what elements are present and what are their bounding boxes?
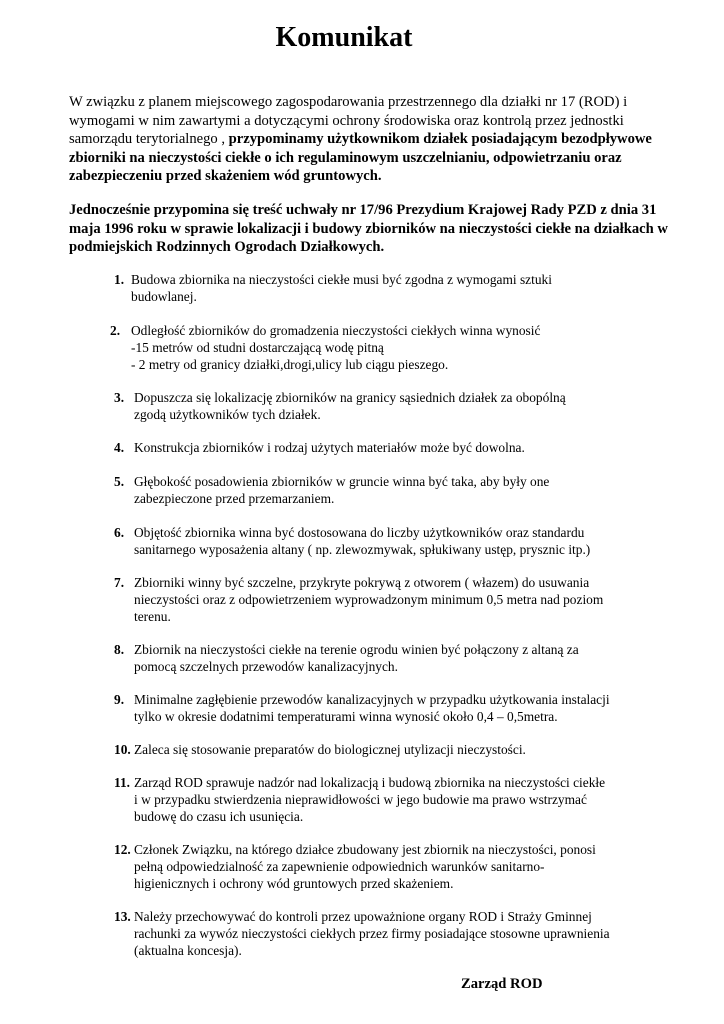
list-item-3 [114, 389, 674, 423]
item-line: Zbiornik na nieczystości ciekłe na terenie ogrodu winien być połączony z altaną za [134, 642, 579, 657]
item-line: - 2 metry od granicy działki,drogi,ulicy lub ciągu pieszego. [131, 357, 449, 372]
item-line: higienicznych i ochrony wód gruntowych przed skażeniem. [134, 876, 454, 891]
item-line: Zaleca się stosowanie preparatów do biologicznej utylizacji nieczystości. [134, 742, 526, 757]
list-item-11 [114, 774, 674, 825]
item-line: zgodą użytkowników tych działek. [134, 407, 321, 422]
item-line: i w przypadku stwierdzenia nieprawidłowości w jego budowie ma prawo wstrzymać [134, 792, 587, 807]
item-number: 4. [114, 440, 125, 455]
list-item-12 [114, 841, 674, 892]
intro-bold-text: przypominamy użytkownikom działek posiadającym bezodpływowe zbiorniki na nieczystości ciekłe o ich regulaminowym uszczelnianiu, odpowietrzaniu oraz zabezpieczeniu przed skażeniem wód gruntowych. [69, 131, 652, 184]
item-line: -15 metrów od studni dostarczającą wodę pitną [131, 340, 384, 355]
intro-paragraph [69, 93, 669, 186]
list-item-5 [114, 473, 674, 507]
item-line: Budowa zbiornika na nieczystości ciekłe musi być zgodna z wymogami sztuki [131, 272, 552, 287]
item-line: Członek Związku, na którego działce zbudowany jest zbiornik na nieczystości, ponosi [134, 842, 596, 857]
item-line: Dopuszcza się lokalizację zbiorników na granicy sąsiednich działek za obopólną [134, 390, 566, 405]
item-line: Zarząd ROD sprawuje nadzór nad lokalizacją i budową zbiornika na nieczystości ciekłe [134, 775, 606, 790]
item-number: 13. [114, 909, 131, 924]
document-title: Komunikat [275, 22, 413, 53]
item-line: (aktualna koncesja). [134, 943, 242, 958]
list-item-2 [110, 322, 670, 373]
list-item-1 [114, 271, 674, 305]
item-line: Odległość zbiorników do gromadzenia nieczystości ciekłych winna wynosić [131, 323, 541, 338]
list-item-4 [114, 439, 674, 456]
item-line: Objętość zbiornika winna być dostosowana do liczby użytkowników oraz standardu [134, 525, 585, 540]
item-number: 3. [114, 390, 125, 405]
item-line: nieczystości oraz z odpowietrzeniem wyprowadzonym minimum 0,5 metra nad poziom [134, 592, 604, 607]
item-number: 10. [114, 742, 131, 757]
intro-plain-text: W związku z planem miejscowego zagospodarowania przestrzennego dla działki nr 17 (ROD) i wymogami w nim zawartymi a dotyczącymi ochrony środowiska oraz kontrolą przez jednostki samorządu terytorialnego , [69, 94, 628, 147]
item-line: tylko w okresie dodatnimi temperaturami winna wynosić około 0,4 – 0,5metra. [134, 709, 558, 724]
item-line: zabezpieczone przed przemarzaniem. [134, 491, 335, 506]
item-number: 8. [114, 642, 125, 657]
item-number: 2. [110, 323, 121, 338]
item-line: terenu. [134, 609, 171, 624]
item-line: Głębokość posadowienia zbiorników w gruncie winna być taka, aby były one [134, 474, 550, 489]
item-number: 12. [114, 842, 131, 857]
signature: Zarząd ROD [461, 976, 543, 992]
item-line: Należy przechowywać do kontroli przez upoważnione organy ROD i Straży Gminnej [134, 909, 592, 924]
item-line: Konstrukcja zbiorników i rodzaj użytych materiałów może być dowolna. [134, 440, 525, 455]
item-line: budowę do czasu ich usunięcia. [134, 809, 304, 824]
list-item-9 [114, 691, 674, 725]
item-line: pomocą szczelnych przewodów kanalizacyjnych. [134, 659, 398, 674]
item-line: Zbiorniki winny być szczelne, przykryte pokrywą z otworem ( włazem) do usuwania [134, 575, 590, 590]
item-line: Minimalne zagłębienie przewodów kanalizacyjnych w przypadku użytkowania instalacji [134, 692, 610, 707]
list-item-7 [114, 574, 674, 625]
item-line: sanitarnego wyposażenia altany ( np. zlewozmywak, spłukiwany ustęp, prysznic itp.) [134, 542, 591, 557]
item-number: 5. [114, 474, 125, 489]
list-item-6 [114, 524, 674, 558]
list-item-13 [114, 908, 674, 959]
item-line: budowlanej. [131, 289, 197, 304]
item-number: 1. [114, 272, 125, 287]
item-line: rachunki za wywóz nieczystości ciekłych przez firmy posiadające stosowne uprawnienia [134, 926, 610, 941]
list-item-8 [114, 641, 674, 675]
resolution-paragraph: Jednocześnie przypomina się treść uchwały nr 17/96 Prezydium Krajowej Rady PZD z dnia 31 maja 1996 roku w sprawie lokalizacji i budowy zbiorników na nieczystości ciekłe na działkach w podmiejskich Rodzinnych Ogrodach Działkowych. [69, 202, 668, 255]
item-number: 11. [114, 775, 130, 790]
item-number: 7. [114, 575, 125, 590]
item-line: pełną odpowiedzialność za zapewnienie odpowiednich warunków sanitarno- [134, 859, 545, 874]
item-number: 9. [114, 692, 125, 707]
item-number: 6. [114, 525, 125, 540]
list-item-10 [114, 741, 674, 758]
